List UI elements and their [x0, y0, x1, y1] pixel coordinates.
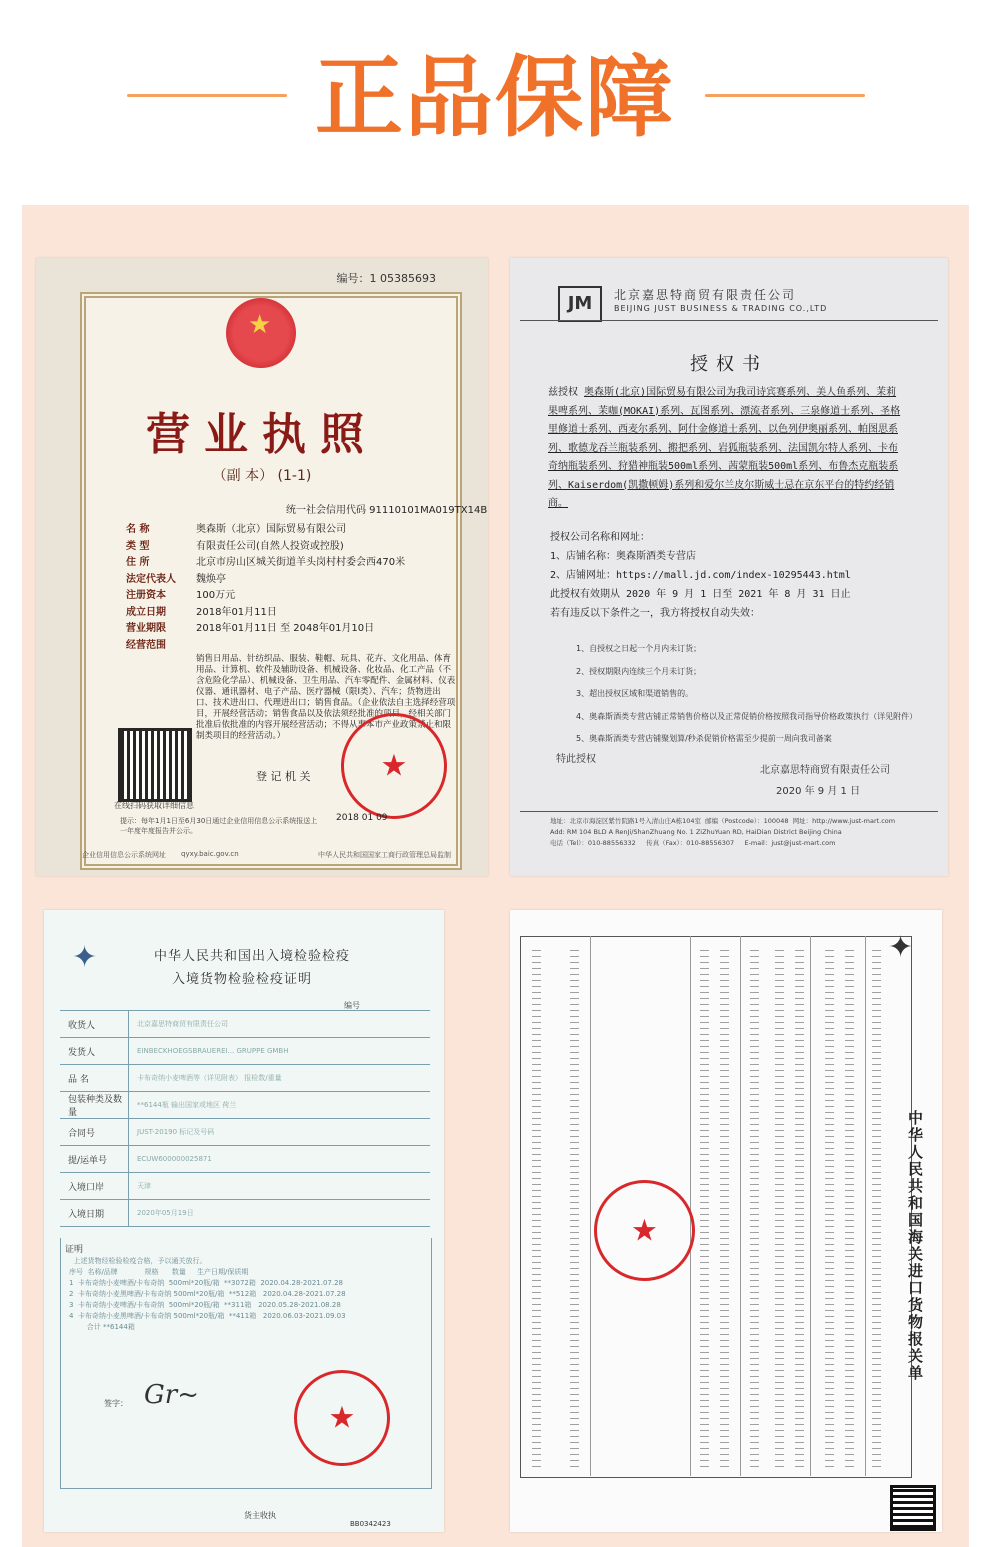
customs-declaration-image: [510, 910, 942, 1532]
customs-text-column: [825, 950, 834, 1470]
auth-footer-divider: [520, 811, 938, 812]
customs-column-line: [590, 936, 591, 1476]
auth-company-name-en: BEIJING JUST BUSINESS & TRADING CO.,LTD: [614, 304, 828, 313]
customs-text-column: [795, 950, 804, 1470]
license-subtitle: （副 本） (1-1): [212, 468, 312, 484]
table-row: 品 名 卡布奇纳小麦啤酒等（详见附表） 报检数/重量: [60, 1065, 430, 1092]
handwritten-signature: Gr~: [144, 1380, 199, 1410]
inspection-seal-icon: ★: [294, 1370, 390, 1466]
qr-code-icon: [118, 728, 192, 802]
license-row: 类 型 有限责任公司(自然人投资或控股): [126, 540, 344, 552]
license-scope: 销售日用品、针纺织品、服装、鞋帽、玩具、花卉、文化用品、体育用品、计算机、软件及辅助设备、机械设备、化妆品、化工产品（不含危险化学品）、机械设备、卫生用品、汽车零配件、金属材料、仪表仪器、通讯器材、电子产品、医疗器械（限I类）、汽车；货物进出口、技术进出口、代理进出口；销售食品。（企业依法自主选择经营项目，开展经营活动；销售食品以及依法须经批准的项目，经相关部门批准后依批准的内容开展经营活动；不得从事本市产业政策禁止和限制类项目的经营活动。）: [196, 654, 456, 741]
auth-grantee: 奥森斯(北京)国际贸易有限公司: [584, 387, 727, 398]
national-emblem-icon: [226, 298, 296, 368]
license-fields: [126, 522, 456, 742]
customs-text-column: [775, 950, 784, 1470]
auth-company-name: 北京嘉思特商贸有限责任公司: [614, 288, 797, 302]
table-row: 入境口岸 天津: [60, 1173, 430, 1200]
customs-text-column: [532, 950, 541, 1470]
license-registrar: 登 记 机 关: [256, 770, 311, 783]
customs-column-line: [810, 936, 811, 1476]
customs-logo-icon: ✦: [888, 930, 914, 965]
license-number: 编号：1 05385693: [336, 272, 436, 285]
customs-seal-icon: ★: [594, 1180, 695, 1281]
license-row: 营业期限 2018年01月11日 至 2048年01月10日: [126, 623, 375, 634]
qr-caption: 在线扫码获取详细信息: [114, 801, 194, 810]
license-title: 营业执照: [146, 409, 378, 460]
business-license-image: [36, 258, 488, 876]
license-credit-code: 统一社会信用代码 91110101MA019TX14B: [286, 505, 488, 516]
license-row: 成立日期 2018年01月11日: [126, 606, 277, 618]
auth-signer: 北京嘉思特商贸有限责任公司: [760, 765, 890, 776]
table-row: 发货人 EINBECKHOEGSBRAUEREI... GRUPPE GMBH: [60, 1038, 430, 1065]
license-hint: 提示：每年1月1日至6月30日通过企业信用信息公示系统报送上一年度年度报告并公示。: [120, 817, 318, 835]
auth-store-info: 授权公司名称和网址： 1、店铺名称：奥森斯酒类专营店 2、店铺网址：https://mall.jd.com/index-10295443.html 此授权有效期从 2020 年 9 月 1 日至 2021 年 8 月 31 日止 若有违反以下条件之一，我方将授权自动失效：: [550, 532, 851, 619]
license-footer-url: qyxy.baic.gov.cn: [181, 850, 239, 858]
header-line-right: [705, 94, 865, 97]
license-row: 住 所 北京市房山区城关街道羊头岗村村委会西470米: [126, 557, 406, 568]
license-row: 注册资本 100万元: [126, 590, 236, 601]
authorization-letter-image: [510, 258, 948, 876]
inspection-number: 编号: [344, 1001, 360, 1010]
table-row: 包装种类及数量 **6144瓶 输出国家或地区 荷兰: [60, 1092, 430, 1119]
header-line-left: [127, 94, 287, 97]
inspection-logo-icon: ✦: [72, 940, 98, 975]
inspection-barcode: BB0342423: [350, 1520, 391, 1528]
license-row: 名 称 奥森斯（北京）国际贸易有限公司: [126, 524, 346, 535]
table-row: 收货人 北京嘉思特商贸有限责任公司: [60, 1011, 430, 1038]
table-row: 提/运单号 ECUW600000025871: [60, 1146, 430, 1173]
license-row: 经营范围: [126, 639, 166, 651]
table-row: 合同号 JUST-20190 标记及号码: [60, 1119, 430, 1146]
auth-body: 兹授权 奥森斯(北京)国际贸易有限公司为我司诗宾赛系列、美人鱼系列、茉莉果啤系列、茉咖(MOKAI)系列、瓦图系列、漂流者系列、三泉修道士系列、圣格里修道士系列、西麦尔系列、阿什金修道士系列、以色列伊奥丽系列、帕图思系列、歌德龙吞兰瓶装系列、搬把系列、岩狐瓶装系列、法国凯尔特人系列、卡布奇纳瓶装系列、狩猎神瓶装500ml系列、茜蒙瓶装500ml系列、布鲁杰克瓶装系列、Kaiserdom(凯撒顿姆)系列和爱尔兰皮尔斯威士忌在京东平台的特约经销商。: [548, 387, 901, 509]
page-title: 正品保障: [314, 46, 675, 149]
inspection-sign-label: 签字：: [104, 1399, 128, 1408]
official-seal-icon: ★: [341, 713, 447, 819]
customs-text-column: [570, 950, 579, 1470]
inspection-cert-title: 证明: [65, 1245, 84, 1255]
license-row: 法定代表人 魏焕亭: [126, 573, 226, 585]
inspection-title-2: 入境货物检验检疫证明: [172, 972, 313, 987]
auth-address: 地址：北京市海淀区紫竹院路1号入清山庄A栋104室 邮编（Postcode）：100048 网址：http://www.just-mart.com Add: RM 104 BLD A RenJi/ShanZhuang No. 1 ZiZhuYuan RD, HaiDian District Beijing China 电话（Tel）：010-88556332 传真（Fax）：010-88556307 E-mail：just@just-mart.com: [550, 817, 896, 847]
auth-title: 授权书: [690, 354, 768, 375]
auth-closing: 特此授权: [556, 754, 596, 765]
inspection-title-1: 中华人民共和国出入境检验检疫: [154, 949, 351, 964]
header: [0, 0, 990, 205]
customs-text-column: [720, 950, 729, 1470]
inspection-certificate-image: [44, 910, 444, 1532]
customs-text-column: [700, 950, 709, 1470]
customs-text-column: [845, 950, 854, 1470]
customs-text-column: [750, 950, 759, 1470]
auth-sign-date: 2020 年 9 月 1 日: [776, 786, 861, 797]
auth-divider: [520, 320, 938, 321]
inspection-table: [60, 1010, 430, 1227]
customs-title: 中华人民共和国海关进口货物报关单: [908, 1109, 924, 1382]
customs-column-line: [740, 936, 741, 1476]
table-row: 入境日期 2020年05月19日: [60, 1200, 430, 1227]
license-date: 2018 01 09: [336, 813, 388, 823]
inspection-footer: 货主收执: [244, 1511, 276, 1520]
inspection-cert-details: 上述货物经检验检疫合格，予以通关放行。 序号 名称/品牌 规格 数量 生产日期/保质期 1 卡布奇纳小麦啤酒/卡布奇纳 500ml*20瓶/箱 **3072箱 2020.04.28-2021.07.28 2 卡布奇纳小麦黑啤酒/卡布奇纳 500ml*20瓶/箱 **512箱 2020.04.28-2021.07.28 3 卡布奇纳小麦啤酒/卡布奇纳 500ml*20瓶/箱 **311箱 2020.05.28-2021.08.28 4 卡布奇纳小麦黑啤酒/卡布奇纳 500ml*20瓶/箱 **411箱 2020.06.03-2021.09.03 合计 **6144箱: [69, 1257, 346, 1331]
company-logo-icon: JM: [558, 286, 602, 322]
license-footer-right: 中华人民共和国国家工商行政管理总局监制: [318, 851, 451, 859]
customs-column-line: [865, 936, 866, 1476]
customs-column-line: [690, 936, 691, 1476]
customs-text-column: [872, 950, 881, 1470]
customs-qr-icon: [890, 1485, 936, 1531]
auth-terms: 1、自授权之日起一个月内未订货； 2、授权期限内连续三个月未订货； 3、超出授权区域和渠道销售的。 4、奥森斯酒类专营店铺正常销售价格以及正常促销价格按照我司指导价格政策执行（详见附件） 5、奥森斯酒类专营店铺聚划算/秒杀促销价格需至少提前一周向我司备案: [576, 644, 918, 743]
license-footer-left: 企业信用信息公示系统网址: [82, 851, 166, 859]
